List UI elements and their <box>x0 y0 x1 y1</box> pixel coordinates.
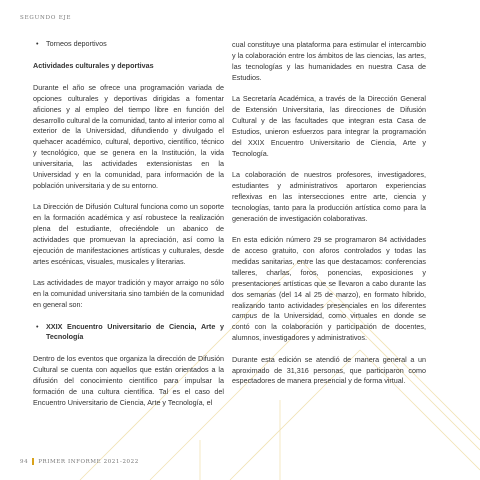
paragraph: La Dirección de Difusión Cultural funciona como un soporte en la formación académica y así robustece la realización plena del estudiante, ofreciéndole un abanico de actividades que promuevan la apreciación, así como la ejecución de manifestaciones artísticas y culturales, desde artes escénicas, visuales, musicales y literarias. <box>33 202 224 266</box>
bullet-icon: • <box>36 321 39 331</box>
list-item-text: Torneos deportivos <box>46 39 107 48</box>
section-heading: Actividades culturales y deportivas <box>33 60 154 70</box>
left-column <box>33 39 224 419</box>
paragraph-text: de la Universidad, como virtuales en donde se contó con la colaboración y participación de docentes, alumnos, investigadores y administrativos. <box>232 311 426 343</box>
emphasis-text: campus <box>232 311 258 321</box>
paragraph: Durante esta edición se atendió de manera general a un aproximado de 31,316 personas, que participaron como espectadores de manera presencial y de forma virtual. <box>232 354 426 386</box>
paragraph-text: En esta edición número 29 se programaron 84 actividades de acceso gratuito, con aforos controlados y todas las medidas sanitarias, entre las que destacamos: conferencias talleres, charlas, foros, ponencias, exposiciones y presentaciones artísticas que se llevaron a cabo durante las dos semanas (del 14 al 25 de marzo), en formato híbrido, realizando tanto actividades presenciales en los diferentes <box>232 235 426 310</box>
list-item <box>33 322 224 344</box>
page-footer <box>20 458 139 465</box>
list-item-text: XXIX Encuentro Universitario de Ciencia, Arte y Tecnología <box>46 321 224 342</box>
right-column <box>232 40 426 398</box>
section-header: SEGUNDO EJE <box>20 15 72 21</box>
bullet-icon: • <box>36 39 39 48</box>
footer-divider <box>32 458 34 465</box>
report-title: PRIMER INFORME 2021-2022 <box>38 458 139 465</box>
page-number: 94 <box>20 458 29 465</box>
paragraph: Las actividades de mayor tradición y mayor arraigo no sólo en la comunidad universitaria sino también de la comunidad en general son: <box>33 278 224 310</box>
paragraph <box>232 235 426 344</box>
list-item <box>33 39 224 50</box>
paragraph: La colaboración de nuestros profesores, investigadores, estudiantes y administrativos aportaron experiencias reflexivas en las intersecciones entre arte, ciencia y tecnologías, tanto para la producción artística como para la generación de investigación colaborativas. <box>232 170 426 223</box>
paragraph: Durante el año se ofrece una programación variada de opciones culturales y deportivas dirigidas a fomentar aficiones y al empleo del tiempo libre en función del desarrollo cultural de la comunidad, tanto al interior como al exterior de la Universidad, difundiendo y divulgado el quehacer académico, cultural, deportivo, científico, técnico y tecnológico, que se genera en la Institución, la vida universitaria, las actividades extensionistas en la Universidad y en la comunidad, para información de la población universitaria y de su entorno. <box>33 82 224 190</box>
paragraph: cual constituye una plataforma para estimular el intercambio y la colaboración entre los ámbitos de las ciencias, las artes, las tecnologías y las humanidades en nuestra Casa de Estudios. <box>232 40 426 82</box>
paragraph: Dentro de los eventos que organiza la dirección de Difusión Cultural se cuenta con aquellos que están orientados a la difusión del conocimiento científico para impulsar la formación de una cultura científica. Tal es el caso del Encuentro Universitario de Ciencia, Arte y Tecnología, el <box>33 354 224 407</box>
paragraph: La Secretaría Académica, a través de la Dirección General de Extensión Universitaria, las direcciones de Difusión Cultural y de las facultades que integran esta Casa de Estudios, unieron esfuerzos para integrar la programación del XXIX Encuentro Universitario de Ciencia, Arte y Tecnología. <box>232 94 426 158</box>
